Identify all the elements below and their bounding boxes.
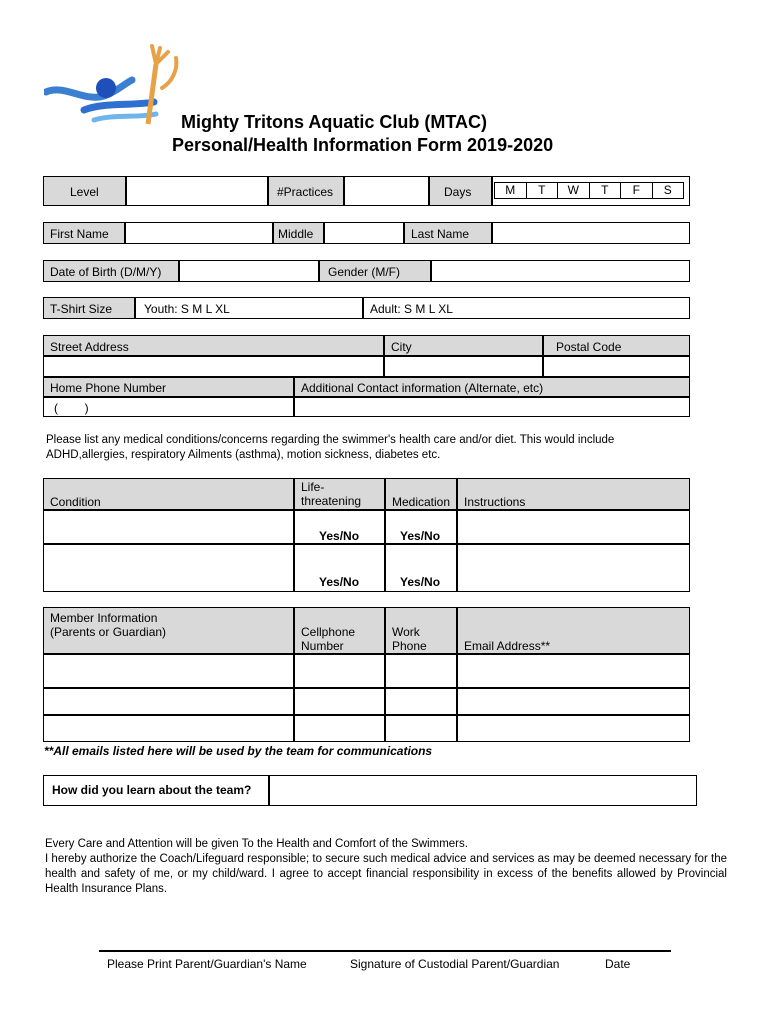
condition-input-2[interactable] <box>43 544 294 592</box>
home-phone-label-text: Home Phone Number <box>50 381 167 395</box>
street-input[interactable] <box>43 356 384 377</box>
member-email-1[interactable] <box>457 654 690 688</box>
day-m[interactable]: M <box>495 183 527 198</box>
dob-label <box>43 260 179 282</box>
member-info-header <box>43 607 294 654</box>
learn-question: How did you learn about the team? <box>52 783 252 797</box>
instructions-input-2[interactable] <box>457 544 690 592</box>
member-cell-3[interactable] <box>294 715 385 742</box>
level-label-text: Level <box>70 185 99 199</box>
life-threatening-yesno-2[interactable] <box>294 544 385 592</box>
dob-input[interactable] <box>179 260 319 282</box>
medication-header-text: Medication <box>392 495 451 509</box>
instructions-input-1[interactable] <box>457 510 690 544</box>
tshirt-adult[interactable] <box>363 297 690 319</box>
practices-label-text: #Practices <box>277 185 334 199</box>
member-info-header-line1: Member Information <box>50 611 158 625</box>
yesno-text: Yes/No <box>319 575 360 589</box>
work-phone-header-line2: Phone <box>392 639 427 653</box>
medication-header <box>385 478 457 510</box>
last-name-label <box>404 222 492 244</box>
email-header-text: Email Address** <box>464 639 551 653</box>
last-name-input[interactable] <box>492 222 690 244</box>
day-t2[interactable]: T <box>590 183 622 198</box>
gender-label-text: Gender (M/F) <box>328 265 401 279</box>
additional-contact-label-text: Additional Contact information (Alternate, etc) <box>301 381 544 395</box>
home-phone-label <box>43 377 294 397</box>
life-threatening-header <box>294 478 385 510</box>
member-work-3[interactable] <box>385 715 457 742</box>
first-name-label-text: First Name <box>50 227 109 241</box>
life-threatening-header-text: Life-threatening <box>301 480 362 508</box>
yesno-text: Yes/No <box>319 529 360 543</box>
member-cell-1[interactable] <box>294 654 385 688</box>
tshirt-adult-text: Adult: S M L XL <box>370 302 453 316</box>
home-phone-input[interactable] <box>43 397 294 417</box>
cellphone-header-line1: Cellphone <box>301 625 356 639</box>
city-label-text: City <box>391 340 412 354</box>
consent-line2: I hereby authorize the Coach/Lifeguard responsible; to secure such medical advice and services as may be deemed necessary for the health and safety of me, or my child/ward. I agree to accept financial responsibility in excess of the benefits allowed by Provincial Health Insurance Plans. <box>45 853 727 895</box>
tshirt-youth-text: Youth: S M L XL <box>144 302 230 316</box>
dob-label-text: Date of Birth (D/M/Y) <box>50 265 162 279</box>
cellphone-header-line2: Number <box>301 639 344 653</box>
club-logo <box>44 44 194 134</box>
day-s[interactable]: S <box>663 183 672 197</box>
learn-input[interactable] <box>270 777 695 804</box>
level-input[interactable] <box>126 176 268 206</box>
member-name-1[interactable] <box>43 654 294 688</box>
medication-yesno-1[interactable] <box>385 510 457 544</box>
email-note: **All emails listed here will be used by the team for communications <box>44 744 433 758</box>
street-label-text: Street Address <box>50 340 129 354</box>
first-name-label <box>43 222 125 244</box>
condition-header <box>43 478 294 510</box>
signature-label: Signature of Custodial Parent/Guardian <box>350 957 560 971</box>
medical-intro: Please list any medical conditions/concerns regarding the swimmer's health care and/or diet. This would include ADHD,allergies, respiratory Ailments (asthma), motion sickness, diabetes etc. <box>46 434 615 461</box>
yesno-text: Yes/No <box>400 575 441 589</box>
practices-input[interactable] <box>344 176 429 206</box>
signature-line[interactable] <box>99 950 671 952</box>
middle-name-input[interactable] <box>324 222 404 244</box>
home-phone-placeholder: ( ) <box>54 401 89 415</box>
medication-yesno-2[interactable] <box>385 544 457 592</box>
consent-line1: Every Care and Attention will be given To the Health and Comfort of the Swimmers. <box>45 838 468 850</box>
member-name-3[interactable] <box>43 715 294 742</box>
city-input[interactable] <box>384 356 543 377</box>
additional-contact-label <box>294 377 690 397</box>
middle-name-label <box>273 222 324 244</box>
email-header <box>457 607 690 654</box>
tshirt-label-text: T-Shirt Size <box>50 302 113 316</box>
form-title-line2: Personal/Health Information Form 2019-2020 <box>172 135 554 155</box>
days-label-text: Days <box>444 185 472 199</box>
member-name-2[interactable] <box>43 688 294 715</box>
condition-header-text: Condition <box>50 495 101 509</box>
level-label <box>43 176 126 206</box>
day-t1[interactable]: T <box>527 183 559 198</box>
middle-name-label-text: Middle <box>278 227 314 241</box>
additional-contact-input[interactable] <box>294 397 690 417</box>
gender-input[interactable] <box>431 260 690 282</box>
day-f[interactable]: F <box>621 183 653 198</box>
member-email-2[interactable] <box>457 688 690 715</box>
member-email-3[interactable] <box>457 715 690 742</box>
form-title-line1: Mighty Tritons Aquatic Club (MTAC) <box>181 112 487 132</box>
postal-label-text: Postal Code <box>556 340 622 354</box>
gender-label <box>319 260 431 282</box>
last-name-label-text: Last Name <box>411 227 470 241</box>
postal-input[interactable] <box>543 356 690 377</box>
tshirt-label <box>43 297 135 319</box>
member-work-2[interactable] <box>385 688 457 715</box>
life-threatening-yesno-1[interactable] <box>294 510 385 544</box>
postal-label <box>543 335 690 356</box>
day-w[interactable]: W <box>558 183 590 198</box>
date-label: Date <box>605 957 631 971</box>
city-label <box>384 335 543 356</box>
street-label <box>43 335 384 356</box>
tshirt-youth[interactable] <box>135 297 363 319</box>
member-info-header-line2: (Parents or Guardian) <box>50 625 167 639</box>
days-grid <box>494 182 684 199</box>
cellphone-header <box>294 607 385 654</box>
days-label <box>429 176 492 206</box>
condition-input-1[interactable] <box>43 510 294 544</box>
instructions-header <box>457 478 690 510</box>
work-phone-header <box>385 607 457 654</box>
member-work-1[interactable] <box>385 654 457 688</box>
work-phone-header-line1: Work <box>392 625 420 639</box>
yesno-text: Yes/No <box>400 529 441 543</box>
practices-label <box>268 176 344 206</box>
print-name-label: Please Print Parent/Guardian's Name <box>107 957 307 971</box>
instructions-header-text: Instructions <box>464 495 526 509</box>
member-cell-2[interactable] <box>294 688 385 715</box>
first-name-input[interactable] <box>125 222 273 244</box>
